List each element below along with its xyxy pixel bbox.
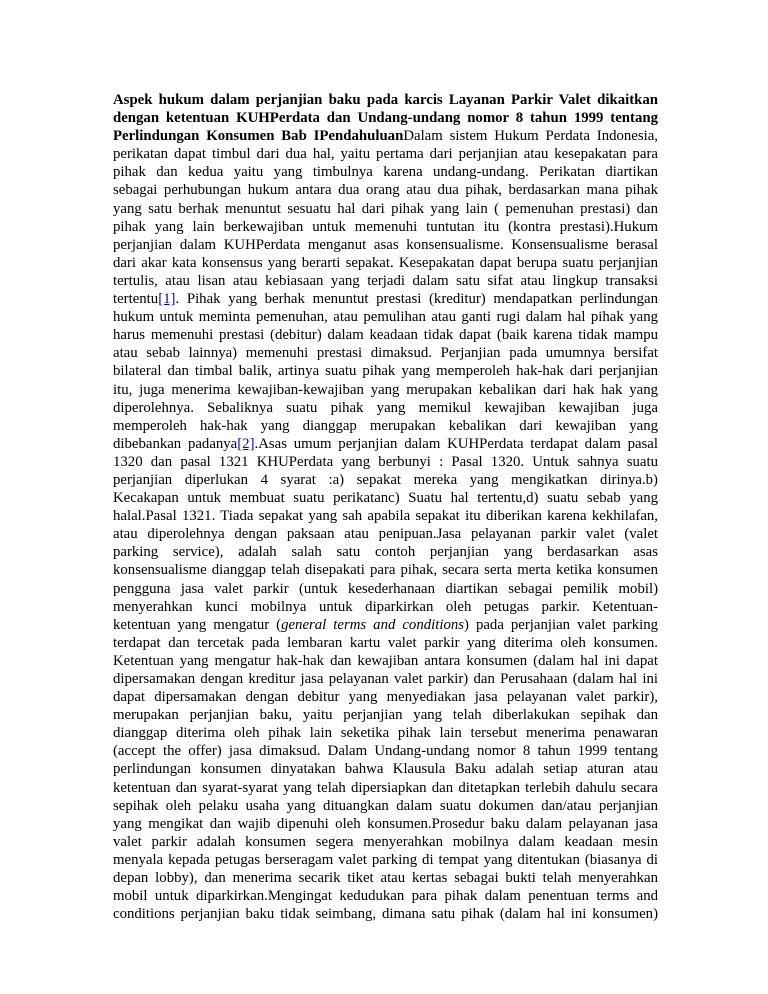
section-heading: Perlindungan Konsumen Bab IPendahuluan [113, 128, 404, 145]
footnote-link-1[interactable]: [1] [158, 291, 176, 308]
body-line: pihak dan kedua yaitu yang timbulnya karena undang-undang. Perikatan diartikan [113, 164, 658, 181]
body-line: parking service), adalah salah satu contoh perjanjian yang berdasarkan asas [113, 544, 658, 561]
body-line: bilateral dan timbal balik, artinya suatu pihak yang memperoleh hak-hak dari perjanjian [113, 363, 658, 380]
body-line: perjanjian dalam KUHPerdata menganut asas konsensualisme. Konsensualisme berasal [113, 236, 658, 253]
body-line: itu, juga menerima kewajiban-kewajiban yang merupakan kebalikan dari hak hak yang [113, 381, 658, 398]
body-line: menyala kepada petugas berseragam valet parking di tempat yang ditentukan (biasanya di [113, 851, 658, 868]
body-line: hukum untuk meminta pemenuhan, atau pemulihan atau ganti rugi dalam hal pihak yang [113, 309, 658, 326]
body-line: tertulis, atau lisan atau kebiasaan yang terjadi dalam satu sifat atau lingkup transaksi [113, 272, 658, 289]
body-line: pengguna jasa valet parkir (untuk kesederhanaan diartikan sebagai pemilik mobil) [113, 580, 658, 597]
italic-term: general terms and conditions [281, 616, 465, 633]
body-line: (accept the offer) jasa dimaksud. Dalam Undang-undang nomor 8 tahun 1999 tentang [113, 743, 658, 760]
body-line: depan lobby), dan menerima secarik tiket atau kertas sebagai bukti telah menyerahkan [113, 870, 658, 887]
body-text-fragment: ketentuan yang mengatur ( [113, 616, 282, 633]
body-line: atau diperolehnya dengan paksaan atau penipuan.Jasa pelayanan parkir valet (valet [113, 526, 658, 543]
title-line-1: Aspek hukum dalam perjanjian baku pada karcis Layanan Parkir Valet dikaitkan [113, 92, 658, 108]
body-line: perlindungan konsumen dinyatakan bahwa Klausula Baku adalah setiap aturan atau [113, 761, 658, 778]
body-line: yang mengikat dan wajib dipenuhi oleh konsumen.Prosedur baku dalam pelayanan jasa [113, 815, 658, 832]
body-line: merupakan perjanjian baku, yaitu perjanjian yang telah diberlakukan sepihak dan [113, 707, 658, 724]
body-line: terdapat dan tercetak pada lembaran kartu valet parkir yang diterima oleh konsumen. [113, 634, 658, 651]
body-line-terms [113, 616, 658, 634]
body-line: 1320 dan pasal 1321 KHUPerdata yang berbunyi : Pasal 1320. Untuk sahnya suatu [113, 453, 658, 470]
body-line: memperoleh hak-hak yang dianggap merupakan kebalikan dari kewajiban yang [113, 417, 658, 434]
body-line: dari akar kata konsensus yang berarti sepakat. Kesepakatan dapat berupa suatu perjanjian [113, 254, 658, 271]
body-text-fragment: ) pada perjanjian valet parking [464, 616, 659, 633]
body-line: Ketentuan yang mengatur hak-hak dan kewajiban antara konsumen (dalam hal ini dapat [113, 652, 658, 669]
body-line: valet parkir adalah konsumen segera menyerahkan mobilnya dalam keadaan mesin [113, 833, 658, 850]
body-text-fragment: Dalam sistem Hukum Perdata Indonesia, [403, 128, 658, 145]
body-line: halal.Pasal 1321. Tiada sepakat yang sah apabila sepakat itu diberikan karena kekhilafan, [113, 508, 658, 525]
body-line: Kecakapan untuk membuat suatu perikatanc) Suatu hal tertentu,d) suatu sebab yang [113, 490, 658, 507]
document-page [113, 91, 658, 923]
title-line-3 [113, 127, 658, 145]
body-line: yang satu berhak menuntut sesuatu hal dari pihak yang lain ( pemenuhan prestasi) dan [113, 200, 658, 217]
body-line: pihak yang lain berkewajiban untuk memenuhi tuntutan itu (kontra prestasi).Hukum [113, 218, 658, 235]
body-line: diperolehnya. Sebaliknya suatu pihak yang memikul kewajiban kewajiban juga [113, 399, 658, 416]
title-line-2: dengan ketentuan KUHPerdata dan Undang-undang nomor 8 tahun 1999 tentang [113, 110, 658, 127]
body-line-footnote-1 [113, 290, 658, 308]
body-line: sebagai perhubungan hukum antara dua orang atau dua pihak, berdasarkan mana pihak [113, 182, 658, 199]
body-text-fragment: dibebankan padanya [113, 435, 238, 452]
body-text-fragment: .Asas umum perjanjian dalam KUHPerdata terdapat dalam pasal [254, 435, 658, 452]
body-line-footnote-2 [113, 435, 658, 453]
body-line: perjanjian diperlukan 4 syarat :a) sepakat mereka yang mengikatkan dirinya.b) [113, 471, 658, 488]
body-line: harus memenuhi prestasi (debitur) dalam keadaan tidak dapat (baik karena tidak mampu [113, 327, 658, 344]
body-line: conditions perjanjian baku tidak seimbang, dimana satu pihak (dalam hal ini konsumen) [113, 906, 658, 923]
body-line: dapat dipersamakan dengan debitur yang menyediakan jasa pelayanan valet parkir), [113, 689, 658, 706]
body-line: sepihak oleh pelaku usaha yang dituangkan dalam suatu dokumen dan/atau perjanjian [113, 797, 658, 814]
body-line: atau sebab lainnya) memenuhi prestasi dimaksud. Perjanjian pada umumnya bersifat [113, 345, 658, 362]
body-line: konsensualisme dianggap telah disepakati para pihak, secara serta merta ketika konsumen [113, 562, 658, 579]
body-line: mobil untuk diparkirkan.Mengingat kedudukan para pihak dalam penentuan terms and [113, 888, 658, 905]
body-line: dianggap diterima oleh pihak lain seketika pihak lain tersebut menerima penawaran [113, 725, 658, 742]
body-line: ketentuan dan syarat-syarat yang telah dipersiapkan dan ditetapkan terlebih dahulu secara [113, 779, 658, 796]
body-line: menyerahkan kunci mobilnya untuk diparkirkan oleh petugas parkir. Ketentuan- [113, 598, 658, 615]
body-line: perikatan dapat timbul dari dua hal, yaitu pertama dari perjanjian atau kesepakatan para [113, 146, 658, 163]
body-text-fragment: tertentu [113, 291, 159, 308]
footnote-link-2[interactable]: [2] [237, 435, 255, 452]
body-text-fragment: . Pihak yang berhak menuntut prestasi (kreditur) mendapatkan perlindungan [175, 291, 658, 308]
body-line: dipersamakan dengan kreditur jasa pelayanan valet parkir) dan Perusahaan (dalam hal ini [113, 671, 658, 687]
